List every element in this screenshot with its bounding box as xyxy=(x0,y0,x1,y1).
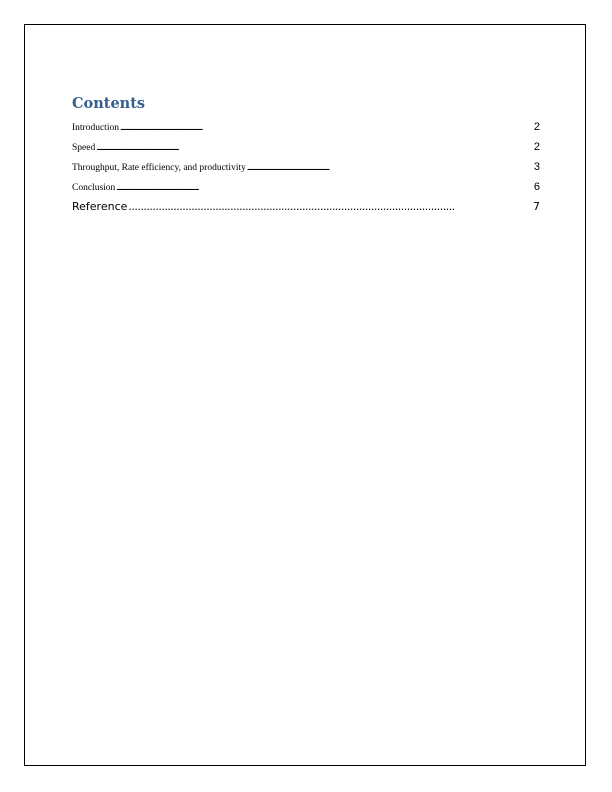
toc-entry-reference[interactable] xyxy=(72,197,540,217)
toc-entry-label: Speed xyxy=(72,143,96,153)
toc-entry-speed[interactable] xyxy=(72,137,540,157)
dot-leader xyxy=(116,178,533,197)
toc-heading: Contents xyxy=(72,95,146,112)
toc-entry-throughput[interactable] xyxy=(72,157,540,177)
toc-entry-label: Conclusion xyxy=(72,183,116,193)
table-of-contents xyxy=(72,94,540,217)
toc-entry-conclusion[interactable] xyxy=(72,177,540,197)
toc-entry-page: 6 xyxy=(533,181,540,193)
dot-leader xyxy=(96,138,533,157)
toc-entry-label: Throughput, Rate efficiency, and productivity xyxy=(72,163,246,173)
dot-leader xyxy=(128,197,532,217)
toc-entry-page: 2 xyxy=(533,141,540,153)
dot-leader xyxy=(247,158,533,177)
toc-entry-page: 7 xyxy=(533,200,540,213)
toc-entry-introduction[interactable] xyxy=(72,117,540,137)
toc-entry-label: Introduction xyxy=(72,123,119,133)
toc-entry-label: Reference xyxy=(72,200,128,213)
toc-entry-page: 3 xyxy=(533,161,540,173)
toc-entry-page: 2 xyxy=(533,121,540,133)
dot-leader xyxy=(120,118,533,137)
